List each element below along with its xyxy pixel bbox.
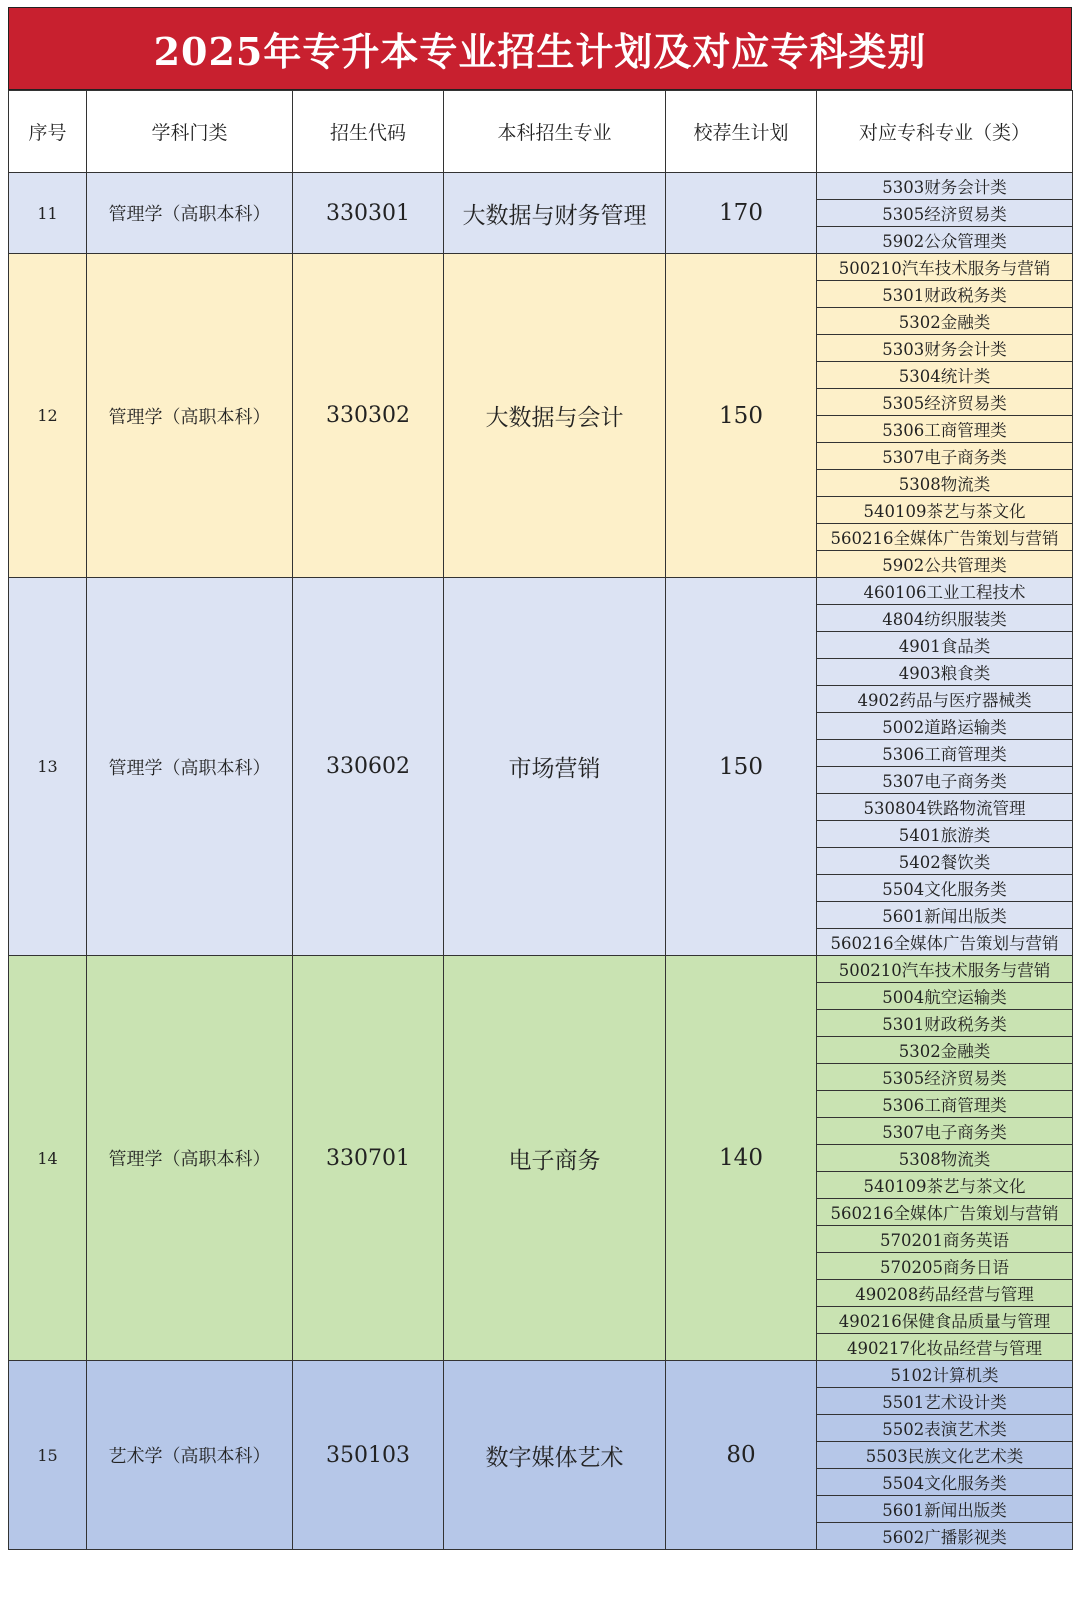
sub-major-cell: 490216保健食品质量与管理 [817,1307,1073,1334]
group-plan: 80 [666,1361,817,1550]
sub-major-cell: 5902公共管理类 [817,551,1073,578]
group-seq: 14 [9,956,87,1361]
sub-major-cell: 5305经济贸易类 [817,1064,1073,1091]
table-row [9,578,1073,605]
group-code: 330301 [293,173,444,254]
group-plan: 170 [666,173,817,254]
enrollment-table [8,90,1073,1550]
group-subject: 管理学（高职本科） [87,578,293,956]
header-seq: 序号 [9,91,87,173]
sub-major-cell: 560216全媒体广告策划与营销 [817,1199,1073,1226]
sub-major-cell: 570201商务英语 [817,1226,1073,1253]
sub-major-cell: 560216全媒体广告策划与营销 [817,524,1073,551]
sub-major-cell: 5601新闻出版类 [817,902,1073,929]
group-plan: 150 [666,254,817,578]
sub-major-cell: 560216全媒体广告策划与营销 [817,929,1073,956]
sub-major-cell: 540109茶艺与茶文化 [817,497,1073,524]
sub-major-cell: 5308物流类 [817,1145,1073,1172]
sub-major-cell: 5304统计类 [817,362,1073,389]
sub-major-cell: 5503民族文化艺术类 [817,1442,1073,1469]
sub-major-cell: 5504文化服务类 [817,875,1073,902]
group-code: 330602 [293,578,444,956]
sub-major-cell: 5002道路运输类 [817,713,1073,740]
group-seq: 12 [9,254,87,578]
header-major: 本科招生专业 [444,91,666,173]
group-plan: 140 [666,956,817,1361]
sub-major-cell: 5601新闻出版类 [817,1496,1073,1523]
group-seq: 13 [9,578,87,956]
table-row [9,254,1073,281]
sub-major-cell: 530804铁路物流管理 [817,794,1073,821]
sub-major-cell: 5303财务会计类 [817,173,1073,200]
table-row [9,956,1073,983]
sub-major-cell: 5306工商管理类 [817,416,1073,443]
sub-major-cell: 5305经济贸易类 [817,389,1073,416]
group-subject: 管理学（高职本科） [87,173,293,254]
group-subject: 管理学（高职本科） [87,956,293,1361]
sub-major-cell: 5504文化服务类 [817,1469,1073,1496]
group-major: 市场营销 [444,578,666,956]
sub-major-cell: 5502表演艺术类 [817,1415,1073,1442]
sub-major-cell: 4804纺织服装类 [817,605,1073,632]
sub-major-cell: 5305经济贸易类 [817,200,1073,227]
header-sub-majors: 对应专科专业（类） [817,91,1073,173]
sub-major-cell: 5004航空运输类 [817,983,1073,1010]
group-major: 大数据与财务管理 [444,173,666,254]
page-title: 2025年专升本专业招生计划及对应专科类别 [153,29,927,74]
table-row [9,1361,1073,1388]
sub-major-cell: 5308物流类 [817,470,1073,497]
table-row [9,173,1073,200]
sub-major-cell: 5306工商管理类 [817,740,1073,767]
sub-major-cell: 490208药品经营与管理 [817,1280,1073,1307]
sub-major-cell: 5402餐饮类 [817,848,1073,875]
group-major: 大数据与会计 [444,254,666,578]
group-subject: 艺术学（高职本科） [87,1361,293,1550]
sub-major-cell: 5302金融类 [817,308,1073,335]
header-subject: 学科门类 [87,91,293,173]
sub-major-cell: 4903粮食类 [817,659,1073,686]
header-plan: 校荐生计划 [666,91,817,173]
sub-major-cell: 5902公众管理类 [817,227,1073,254]
group-code: 330302 [293,254,444,578]
sub-major-cell: 5602广播影视类 [817,1523,1073,1550]
sub-major-cell: 5307电子商务类 [817,767,1073,794]
sub-major-cell: 5306工商管理类 [817,1091,1073,1118]
sub-major-cell: 4902药品与医疗器械类 [817,686,1073,713]
sub-major-cell: 4901食品类 [817,632,1073,659]
sub-major-cell: 5301财政税务类 [817,1010,1073,1037]
group-seq: 15 [9,1361,87,1550]
sub-major-cell: 5401旅游类 [817,821,1073,848]
sub-major-cell: 500210汽车技术服务与营销 [817,254,1073,281]
table-body [9,173,1073,1550]
sub-major-cell: 570205商务日语 [817,1253,1073,1280]
sub-major-cell: 5303财务会计类 [817,335,1073,362]
sub-major-cell: 5102计算机类 [817,1361,1073,1388]
page-title-bar [8,7,1072,90]
sub-major-cell: 5302金融类 [817,1037,1073,1064]
sub-major-cell: 5307电子商务类 [817,443,1073,470]
group-code: 350103 [293,1361,444,1550]
table-header-row [9,91,1073,173]
group-major: 电子商务 [444,956,666,1361]
group-subject: 管理学（高职本科） [87,254,293,578]
sub-major-cell: 5501艺术设计类 [817,1388,1073,1415]
sub-major-cell: 490217化妆品经营与管理 [817,1334,1073,1361]
sub-major-cell: 540109茶艺与茶文化 [817,1172,1073,1199]
header-code: 招生代码 [293,91,444,173]
sub-major-cell: 460106工业工程技术 [817,578,1073,605]
group-major: 数字媒体艺术 [444,1361,666,1550]
group-code: 330701 [293,956,444,1361]
group-plan: 150 [666,578,817,956]
sub-major-cell: 500210汽车技术服务与营销 [817,956,1073,983]
sub-major-cell: 5307电子商务类 [817,1118,1073,1145]
sub-major-cell: 5301财政税务类 [817,281,1073,308]
group-seq: 11 [9,173,87,254]
